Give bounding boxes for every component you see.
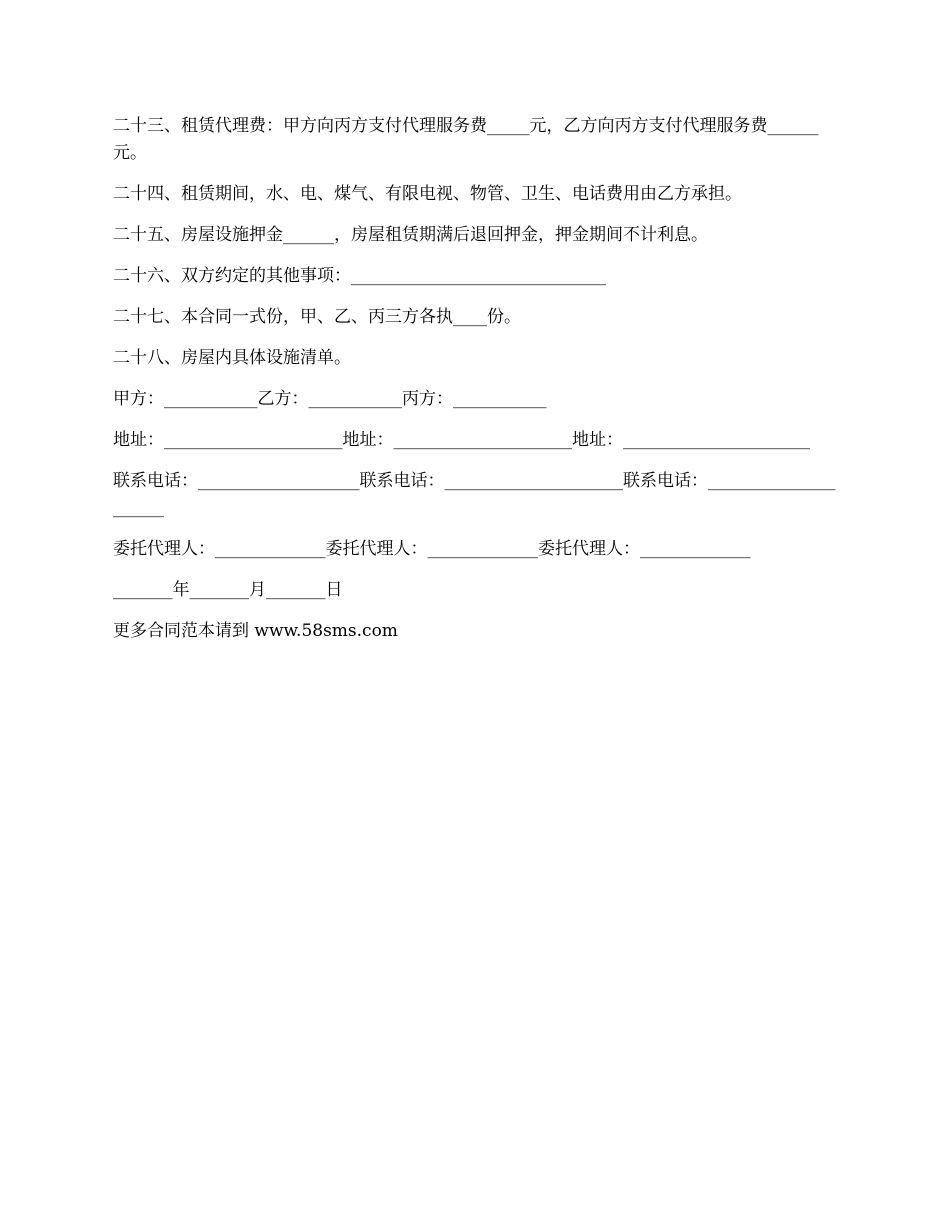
clause-25: 二十五、房屋设施押金______，房屋租赁期满后退回押金，押金期间不计利息。 <box>113 225 708 245</box>
clause-28: 二十八、房屋内具体设施清单。 <box>113 348 351 368</box>
signature-agent: 委托代理人：_____________委托代理人：_____________委托代理人：_____________ <box>113 539 751 559</box>
clause-26: 二十六、双方约定的其他事项：______________________________ <box>113 266 606 286</box>
signature-address: 地址：_____________________地址：_____________________地址：______________________ <box>113 430 810 450</box>
contract-page <box>113 113 841 659</box>
clause-23: 二十三、租赁代理费：甲方向丙方支付代理服务费_____元，乙方向丙方支付代理服务费______元。 <box>113 116 819 163</box>
clause-24: 二十四、租赁期间，水、电、煤气、有限电视、物管、卫生、电话费用由乙方承担。 <box>113 184 742 204</box>
signature-block <box>113 386 841 604</box>
signature-parties: 甲方：___________乙方：___________丙方：___________ <box>113 389 547 409</box>
signature-phone: 联系电话：___________________联系电话：_____________________联系电话：_____________________ <box>113 471 836 518</box>
footer-note: 更多合同范本请到 www.58sms.com <box>113 621 398 641</box>
clause-27: 二十七、本合同一式份，甲、乙、丙三方各执____份。 <box>113 307 521 327</box>
signature-date: _______年_______月_______日 <box>113 580 343 600</box>
